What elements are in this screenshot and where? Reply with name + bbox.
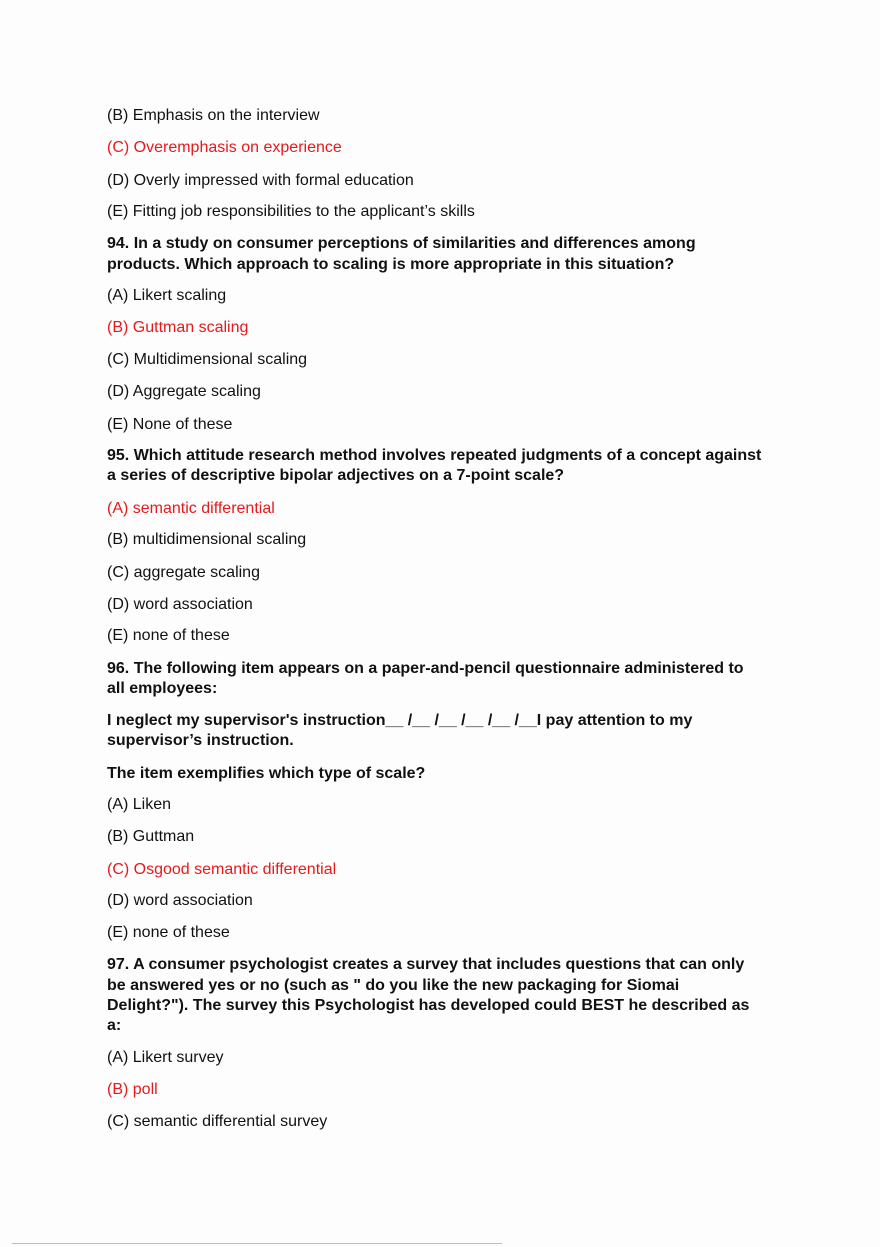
correct-answer-line: (B) Guttman scaling (107, 319, 249, 336)
option-line: (B) Emphasis on the interview (107, 107, 320, 124)
footer-divider (12, 1243, 502, 1244)
option-line: (E) None of these (107, 416, 233, 433)
scale-item-line-2: supervisor’s instruction. (107, 732, 294, 749)
question-96-prompt: The item exemplifies which type of scale? (107, 765, 426, 782)
option-line: (D) word association (107, 892, 253, 909)
option-line: (D) Overly impressed with formal education (107, 172, 414, 189)
option-line: (B) Guttman (107, 828, 195, 845)
option-line: (D) word association (107, 596, 253, 613)
option-line: (C) semantic differential survey (107, 1113, 328, 1130)
correct-answer-line: (A) semantic differential (107, 500, 275, 517)
question-96-line-1: 96. The following item appears on a paper-and-pencil questionnaire administered to (107, 660, 744, 677)
question-95-line-1: 95. Which attitude research method involves repeated judgments of a concept against (107, 447, 762, 464)
correct-answer-line: (C) Osgood semantic differential (107, 861, 337, 878)
option-line: (A) Likert scaling (107, 287, 227, 304)
question-94-line-2: products. Which approach to scaling is more appropriate in this situation? (107, 256, 675, 273)
option-line: (E) none of these (107, 924, 230, 941)
option-line: (D) Aggregate scaling (107, 383, 261, 400)
question-97-line-4: a: (107, 1017, 122, 1034)
question-94-line-1: 94. In a study on consumer perceptions of similarities and differences among (107, 235, 696, 252)
option-line: (C) aggregate scaling (107, 564, 260, 581)
scale-item-line-1: I neglect my supervisor's instruction__ /__ /__ /__ /__ /__I pay attention to my (107, 712, 693, 729)
option-line: (A) Likert survey (107, 1049, 224, 1066)
option-line: (E) Fitting job responsibilities to the applicant’s skills (107, 203, 475, 220)
option-line: (B) multidimensional scaling (107, 531, 307, 548)
question-96-line-2: all employees: (107, 680, 218, 697)
question-97-line-2: be answered yes or no (such as " do you like the new packaging for Siomai (107, 977, 680, 994)
question-97-line-1: 97. A consumer psychologist creates a survey that includes questions that can only (107, 956, 745, 973)
correct-answer-line: (B) poll (107, 1081, 158, 1098)
option-line: (A) Liken (107, 796, 172, 813)
question-97-line-3: Delight?"). The survey this Psychologist has developed could BEST he described as (107, 997, 750, 1014)
option-line: (C) Multidimensional scaling (107, 351, 308, 368)
correct-answer-line: (C) Overemphasis on experience (107, 139, 342, 156)
option-line: (E) none of these (107, 627, 230, 644)
question-95-line-2: a series of descriptive bipolar adjectives on a 7-point scale? (107, 467, 565, 484)
